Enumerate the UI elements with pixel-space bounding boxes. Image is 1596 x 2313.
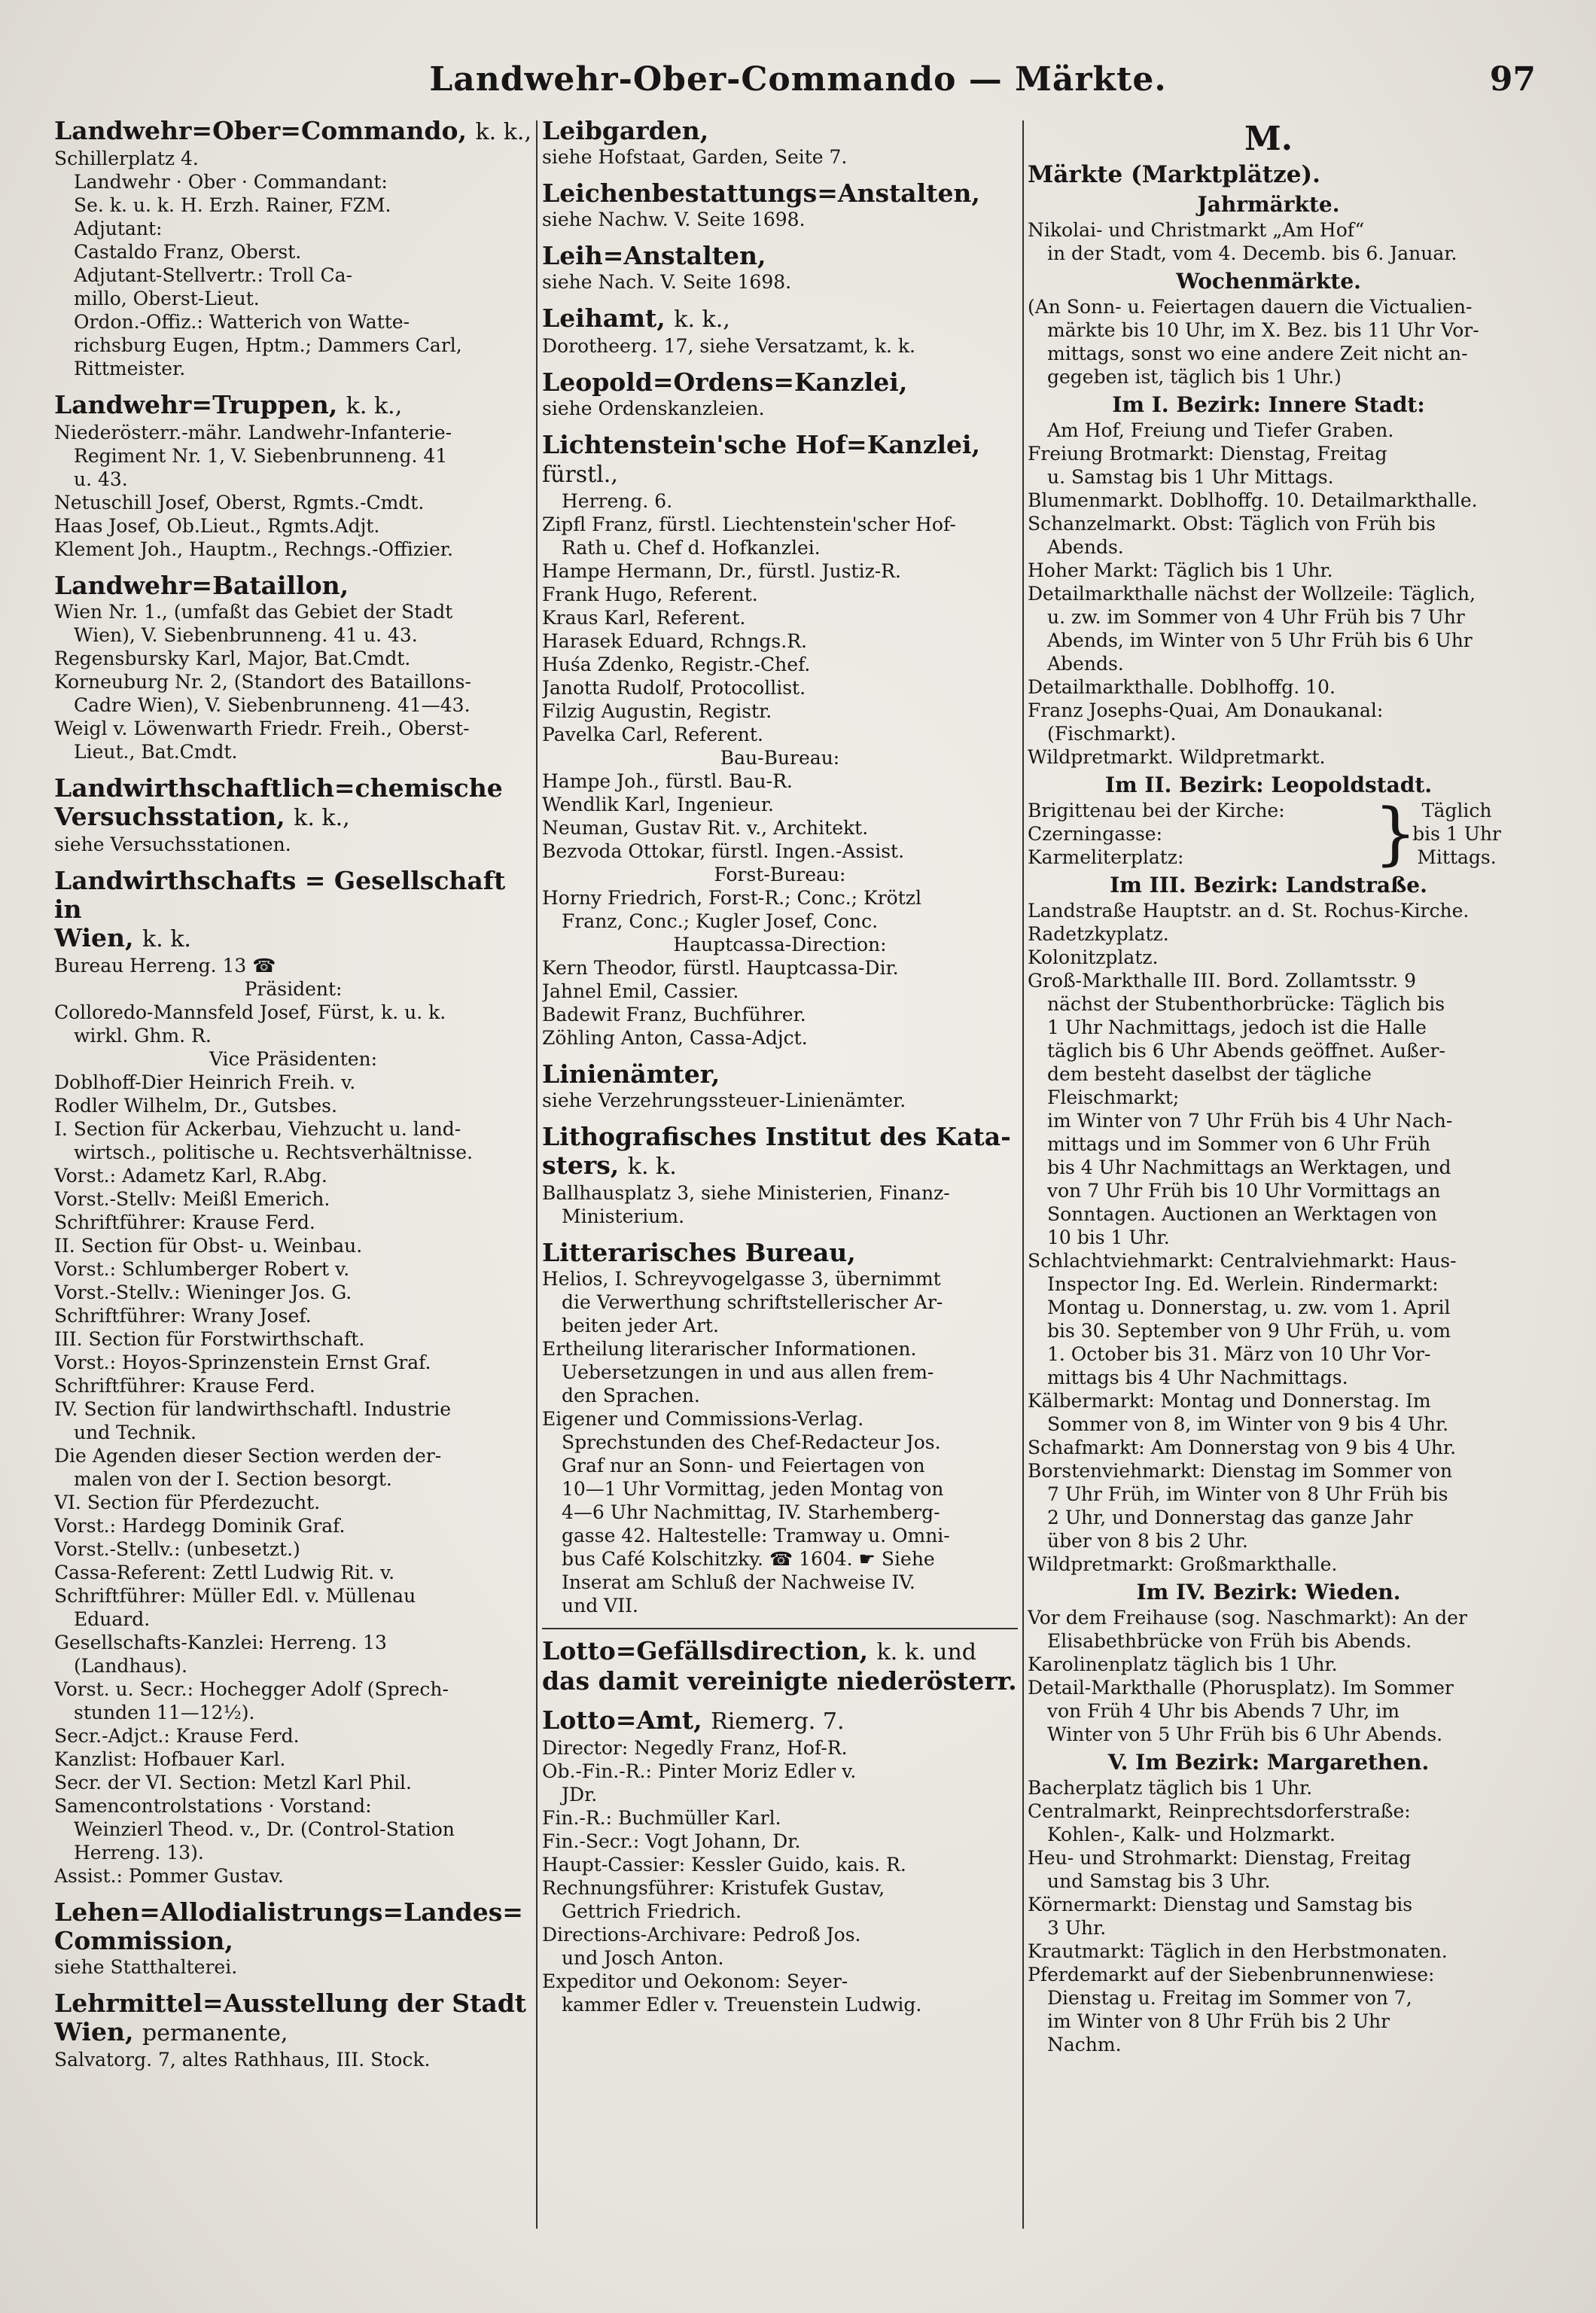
text-line: Schriftführer: Krause Ferd. [54,1211,315,1233]
text-line: Rechnungsführer: Kristufek Gustav, [542,1877,885,1899]
text-line: siehe Nachw. V. Seite 1698. [542,209,806,230]
text-line: Ministerium. [562,1205,685,1227]
text-line: Adjutant: [74,218,163,239]
entry-heading-cont: sters, k. k. [542,1150,677,1180]
entry-lines [54,421,532,561]
column-rule-1 [536,120,538,2229]
text-line: Weigl v. Löwenwarth Friedr. Freih., Oberst- [54,718,470,739]
text-line: Horny Friedrich, Forst-R.; Conc.; Krötzl [542,887,921,909]
text-line: Weinzierl Theod. v., Dr. (Control-Station [74,1818,455,1840]
entry-heading: Litterarisches Bureau, [542,1238,856,1267]
text-line: Secr. der VI. Section: Metzl Karl Phil. [54,1772,412,1793]
text-line: Regiment Nr. 1, V. Siebenbrunneng. 41 [74,445,448,467]
text-line: Elisabethbrücke von Früh bis Abends. [1047,1630,1412,1652]
entry-lichtenstein-hof-kanzlei [542,431,1018,1050]
text-line: Körnermarkt: Dienstag und Samstag bis [1028,1894,1413,1915]
bezirk-4-heading: Im IV. Bezirk: Wieden. [1136,1580,1401,1604]
entry-heading-cont: das damit vereinigte niederösterr. [542,1666,1017,1696]
text-line: 2 Uhr, und Donnerstag das ganze Jahr [1047,1507,1413,1528]
bezirk-2-heading: Im II. Bezirk: Leopoldstadt. [1104,773,1433,797]
text-line: Assist.: Pommer Gustav. [54,1865,284,1887]
text-line: Neuman, Gustav Rit. v., Architekt. [542,817,869,839]
text-line: beiten jeder Art. [562,1315,719,1336]
text-line: von 7 Uhr Früh bis 10 Uhr Vormittags an [1047,1180,1441,1202]
section-title: Märkte (Marktplätze). [1028,161,1320,188]
text-line: Rodler Wilhelm, Dr., Gutsbes. [54,1095,337,1117]
text-line: Franz Josephs-Quai, Am Donaukanal: [1028,699,1384,721]
entry-lotto-amt [542,1706,1018,2016]
jahrmaerkte-heading: Jahrmärkte. [1197,192,1340,217]
entry-lehen-commission [54,1898,532,1979]
text-line: II. Section für Obst- u. Weinbau. [54,1235,363,1257]
jahrmaerkte-lines [1028,218,1509,265]
entry-heading: Lehen=Allodialistrungs=Landes= [54,1897,523,1927]
text-line: Wildpretmarkt: Großmarkthalle. [1028,1553,1338,1575]
text-line: Se. k. u. k. H. Erzh. Rainer, FZM. [74,194,391,216]
text-line: Vorst.-Stellv.: (unbesetzt.) [54,1538,300,1560]
text-line: Abends, im Winter von 5 Uhr Früh bis 6 Uhr [1047,629,1473,651]
bezirk-5-lines [1028,1776,1509,2056]
text-line: Kohlen-, Kalk- und Holzmarkt. [1047,1824,1336,1845]
text-line: siehe Nach. V. Seite 1698. [542,271,792,293]
entry-landwirthschafts-gesellschaft [54,867,532,1888]
text-line: Fin.-Secr.: Vogt Johann, Dr. [542,1830,801,1852]
text-line: Bezvoda Ottokar, fürstl. Ingen.-Assist. [542,840,905,862]
entry-heading: Leibgarden, [542,117,709,145]
text-line: Director: Negedly Franz, Hof-R. [542,1737,848,1759]
text-line: bus Café Kolschitzky. ☎ 1604. ☛ Siehe [562,1548,935,1570]
entry-versuchsstation [54,774,532,856]
entry-lines [54,147,532,380]
page-header [45,60,1551,113]
entry-heading: Leihamt, k. k., [542,303,730,333]
text-line: bis 30. September von 9 Uhr Früh, u. vom [1047,1320,1451,1342]
text-line: von Früh 4 Uhr bis Abends 7 Uhr, im [1047,1700,1400,1722]
entry-heading: Landwirthschafts = Gesellschaft in [54,866,506,924]
text-line: Niederösterr.-mähr. Landwehr-Infanterie- [54,422,452,443]
text-line: siehe Hofstaat, Garden, Seite 7. [542,146,848,168]
text-line: Nikolai- und Christmarkt „Am Hof“ [1028,219,1365,241]
text-line: Badewit Franz, Buchführer. [542,1004,806,1025]
text-line: Doblhoff-Dier Heinrich Freih. v. [54,1071,356,1093]
bezirk-5-heading: V. Im Bezirk: Margarethen. [1107,1750,1430,1775]
text-line: dem besteht daselbst der tägliche Fleischmarkt; [1047,1063,1372,1108]
text-line: Wendlik Karl, Ingenieur. [542,794,774,815]
text-line: und Technik. [74,1422,196,1443]
text-line: Fin.-R.: Buchmüller Karl. [542,1807,781,1829]
text-line: Kanzlist: Hofbauer Karl. [54,1748,286,1770]
text-line: Kälbermarkt: Montag und Donnerstag. Im [1028,1390,1431,1412]
text-line: Herreng. 6. [562,490,673,512]
text-line: Dienstag u. Freitag im Sommer von 7, [1047,1987,1412,2009]
text-line: 4—6 Uhr Nachmittag, IV. Starhemberg- [562,1501,940,1523]
text-line: Hauptcassa-Direction: [673,934,887,955]
text-line: Rath u. Chef d. Hofkanzlei. [562,537,821,559]
text-line: siehe Versuchsstationen. [54,833,291,855]
text-line: Inspector Ing. Ed. Werlein. Rindermarkt: [1047,1273,1439,1295]
text-line: JDr. [562,1784,598,1806]
entry-lines [542,1089,1018,1112]
text-line: Ertheilung literarischer Informationen. [542,1338,917,1360]
entry-heading: Leih=Anstalten, [542,241,766,270]
text-line: gegeben ist, täglich bis 1 Uhr.) [1047,366,1342,388]
entry-landwehr-ober-commando [54,117,532,380]
text-line: Hampe Hermann, Dr., fürstl. Justiz-R. [542,560,901,582]
entry-lines [542,397,1018,420]
text-line: IV. Section für landwirthschaftl. Industrie [54,1398,451,1420]
text-line: Wien), V. Siebenbrunneng. 41 u. 43. [74,624,418,646]
text-line: siehe Verzehrungssteuer-Linienämter. [542,1089,906,1111]
entry-lines [54,2048,532,2071]
entry-leichenbestattung [542,179,1018,231]
text-line: 1. October bis 31. März von 10 Uhr Vor- [1047,1343,1431,1365]
text-line: nächst der Stubenthorbrücke: Täglich bis [1047,993,1445,1015]
entry-lotto-gefaellsdirection [542,1637,1018,1696]
text-line: Graf nur an Sonn- und Feiertagen von [562,1455,925,1476]
text-line: 7 Uhr Früh, im Winter von 8 Uhr Früh bis [1047,1483,1448,1505]
text-line: Inserat am Schluß der Nachweise IV. [562,1571,915,1593]
entry-lines [542,270,1018,294]
text-line: wirkl. Ghm. R. [74,1025,212,1047]
text-line: mittags bis 4 Uhr Nachmittags. [1047,1367,1348,1388]
text-line: Huśa Zdenko, Registr.-Chef. [542,654,811,675]
text-line: Krautmarkt: Täglich in den Herbstmonaten. [1028,1940,1448,1962]
text-line: u. Samstag bis 1 Uhr Mittags. [1047,466,1334,488]
text-line: Frank Hugo, Referent. [542,584,758,605]
text-line: märkte bis 10 Uhr, im X. Bez. bis 11 Uhr Vor- [1047,319,1479,341]
entry-heading: Landwehr=Bataillon, [54,571,349,600]
entry-heading: Lehrmittel=Ausstellung der Stadt [54,1988,527,2018]
text-line: Vorst.: Schlumberger Robert v. [54,1258,350,1280]
entry-leopold-ordens-kanzlei [542,368,1018,420]
text-line: Brigittenau bei der Kirche: [1028,800,1285,821]
text-line: Groß-Markthalle III. Bord. Zollamtsstr. 9 [1028,970,1417,992]
text-line: Vorst.-Stellv: Meißl Emerich. [54,1188,330,1210]
text-line: (Fischmarkt). [1047,723,1177,745]
bezirk-2-places [1028,799,1374,869]
text-line: Heu- und Strohmarkt: Dienstag, Freitag [1028,1847,1412,1869]
text-line: Haas Josef, Ob.Lieut., Rgmts.Adjt. [54,515,380,537]
entry-heading: Lotto=Amt, Riemerg. 7. [542,1705,845,1735]
text-line: Expeditor und Oekonom: Seyer- [542,1970,848,1992]
text-line: millo, Oberst-Lieut. [74,288,260,309]
text-line: Kraus Karl, Referent. [542,607,746,629]
text-line: Lieut., Bat.Cmdt. [74,741,238,763]
text-line: Vice Präsidenten: [209,1048,378,1070]
text-line: Czerningasse: [1028,823,1163,845]
entry-heading: Landwehr=Ober=Commando, k. k., [54,117,532,145]
text-line: Abends. [1047,536,1124,558]
text-line: Bureau Herreng. 13 ☎ [54,955,276,977]
text-line: Dorotheerg. 17, siehe Versatzamt, k. k. [542,335,915,357]
text-line: Detailmarkthalle. Doblhoffg. 10. [1028,676,1336,698]
text-line: Ordon.-Offiz.: Watterich von Watte- [74,311,410,333]
entry-heading: Lithografisches Institut des Kata- [542,1122,1011,1151]
text-line: Wien Nr. 1., (umfaßt das Gebiet der Stadt [54,601,453,623]
text-line: Sprechstunden des Chef-Redacteur Jos. [562,1431,941,1453]
column-1 [54,117,532,2225]
text-line: (An Sonn- u. Feiertagen dauern die Victualien- [1028,296,1473,318]
text-line: Karolinenplatz täglich bis 1 Uhr. [1028,1653,1338,1675]
text-line: wirtsch., politische u. Rechtsverhältnisse. [74,1141,473,1163]
text-line: Salvatorg. 7, altes Rathhaus, III. Stock. [54,2049,431,2071]
entry-heading: Landwirthschaftlich=chemische [54,773,503,803]
text-line: Kolonitzplatz. [1028,946,1159,968]
entry-heading: Landwehr=Truppen, k. k., [54,390,403,419]
text-line: Freiung Brotmarkt: Dienstag, Freitag [1028,443,1387,465]
column-3 [1028,117,1509,2225]
text-line: Janotta Rudolf, Protocollist. [542,677,806,699]
entry-lines [542,334,1018,358]
text-line: Sonntagen. Auctionen an Werktagen von [1047,1203,1437,1225]
running-title: Landwehr-Ober-Commando — Märkte. [429,60,1167,99]
text-line: stunden 11—12½). [74,1702,255,1723]
text-line: Blumenmarkt. Doblhoffg. 10. Detailmarkthalle. [1028,489,1478,511]
wochenmaerkte-lines [1028,295,1509,389]
text-line: Schanzelmarkt. Obst: Täglich von Früh bis [1028,513,1436,535]
wochenmaerkte-heading: Wochenmärkte. [1176,269,1361,294]
section-letter: M. [1244,120,1293,158]
text-line: Franz, Conc.; Kugler Josef, Conc. [562,910,879,932]
text-line: Karmeliterplatz: [1028,846,1184,868]
text-line: VI. Section für Pferdezucht. [54,1492,321,1513]
text-line: Filzig Augustin, Registr. [542,700,772,722]
text-line: Cassa-Referent: Zettl Ludwig Rit. v. [54,1562,395,1583]
text-line: siehe Statthalterei. [54,1956,238,1978]
text-line: den Sprachen. [562,1385,700,1406]
entry-heading-cont: Wien, permanente, [54,2017,288,2046]
text-line: und Samstag bis 3 Uhr. [1047,1870,1271,1892]
text-line: Colloredo-Mannsfeld Josef, Fürst, k. u. k. [54,1001,446,1023]
text-line: Schriftführer: Krause Ferd. [54,1375,315,1397]
text-line: Die Agenden dieser Section werden der- [54,1445,442,1467]
text-line: im Winter von 7 Uhr Früh bis 4 Uhr Nach- [1047,1110,1453,1132]
entry-litterarisches-bureau [542,1239,1018,1617]
text-line: Schriftführer: Wrany Josef. [54,1305,312,1327]
text-line: mittags und im Sommer von 6 Uhr Früh [1047,1133,1431,1155]
entry-heading-cont: Versuchsstation, k. k., [54,802,350,831]
text-line: kammer Edler v. Treuenstein Ludwig. [562,1994,922,2016]
text-line: Bacherplatz täglich bis 1 Uhr. [1028,1777,1313,1799]
text-line: Täglich [1421,800,1492,821]
bezirk-3-lines [1028,899,1509,1576]
text-line: Klement Joh., Hauptm., Rechngs.-Offizier. [54,538,453,560]
text-line: Cadre Wien), V. Siebenbrunneng. 41—43. [74,694,471,716]
text-line: gasse 42. Haltestelle: Tramway u. Omni- [562,1525,950,1547]
text-line: I. Section für Ackerbau, Viehzucht u. land- [54,1118,461,1140]
text-line: 10—1 Uhr Vormittag, jeden Montag von [562,1478,944,1500]
text-line: Nachm. [1047,2034,1122,2055]
brace-icon: } [1374,794,1418,873]
text-line: bis 1 Uhr [1412,823,1501,845]
text-line: Schlachtviehmarkt: Centralviehmarkt: Haus- [1028,1250,1457,1272]
entry-lehrmittel-ausstellung [54,1989,532,2071]
text-line: u. zw. im Sommer von 4 Uhr Früh bis 7 Uhr [1047,606,1465,628]
entry-lines [542,1267,1018,1617]
text-line: Zöhling Anton, Cassa-Adjct. [542,1027,808,1049]
text-line: bis 4 Uhr Nachmittags an Werktagen, und [1047,1156,1451,1178]
text-line: Netuschill Josef, Oberst, Rgmts.-Cmdt. [54,492,425,513]
text-line: Radetzkyplatz. [1028,923,1169,945]
bezirk-1-heading: Im I. Bezirk: Innere Stadt: [1112,392,1425,417]
entry-lithografisches-institut [542,1123,1018,1228]
entry-lines [54,833,532,856]
entry-heading: Linienämter, [542,1059,720,1089]
text-line: Vorst.: Hardegg Dominik Graf. [54,1515,346,1537]
text-line: Vorst.: Hoyos-Sprinzenstein Ernst Graf. [54,1352,431,1373]
entry-leibgarden [542,117,1018,169]
entry-lines [542,489,1018,1050]
text-line: richsburg Eugen, Hptm.; Dammers Carl, [74,334,462,356]
text-line: Castaldo Franz, Oberst. [74,241,302,263]
bezirk-1-lines [1028,419,1509,769]
text-line: Helios, I. Schreyvogelgasse 3, übernimmt [542,1268,941,1290]
text-line: (Landhaus). [74,1655,188,1677]
text-line: Harasek Eduard, Rchngs.R. [542,630,807,652]
text-line: Hampe Joh., fürstl. Bau-R. [542,770,793,792]
text-line: Adjutant-Stellvertr.: Troll Ca- [74,264,352,286]
text-line: und VII. [562,1595,638,1617]
text-line: 10 bis 1 Uhr. [1047,1227,1170,1248]
text-line: Wildpretmarkt. Wildpretmarkt. [1028,746,1326,768]
text-line: und Josch Anton. [562,1947,724,1969]
divider [542,1628,1018,1629]
text-line: Haupt-Cassier: Kessler Guido, kais. R. [542,1854,906,1876]
text-line: malen von der I. Section besorgt. [74,1468,392,1490]
entry-leih-anstalten [542,242,1018,294]
entry-heading-cont: Wien, k. k. [54,923,191,952]
entry-heading: Leichenbestattungs=Anstalten, [542,178,980,208]
entry-heading-cont: Commission, [54,1926,233,1955]
text-line: Pferdemarkt auf der Siebenbrunnenwiese: [1028,1964,1435,1985]
entry-lines [542,208,1018,231]
text-line: Jahnel Emil, Cassier. [542,980,739,1002]
text-line: Borstenviehmarkt: Dienstag im Sommer von [1028,1460,1453,1482]
text-line: Vorst. u. Secr.: Hochegger Adolf (Sprech- [54,1678,449,1700]
entry-landwehr-truppen [54,391,532,561]
text-line: Am Hof, Freiung und Tiefer Graben. [1047,419,1394,441]
text-line: Hoher Markt: Täglich bis 1 Uhr. [1028,559,1333,581]
text-line: Herreng. 13). [74,1842,204,1864]
text-line: Centralmarkt, Reinprechtsdorferstraße: [1028,1800,1411,1822]
text-line: die Verwerthung schriftstellerischer Ar- [562,1291,943,1313]
text-line: Vorst.-Stellv.: Wieninger Jos. G. [54,1281,352,1303]
text-line: Winter von 5 Uhr Früh bis 6 Uhr Abends. [1047,1723,1443,1745]
text-line: Forst-Bureau: [714,864,846,885]
text-line: III. Section für Forstwirthschaft. [54,1328,365,1350]
text-line: Ob.-Fin.-R.: Pinter Moriz Edler v. [542,1760,857,1782]
text-line: Landwehr · Ober · Commandant: [74,171,388,193]
text-line: täglich bis 6 Uhr Abends geöffnet. Außer- [1047,1040,1445,1062]
text-line: Eduard. [74,1608,151,1630]
bezirk-3-heading: Im III. Bezirk: Landstraße. [1110,873,1427,897]
text-line: Ballhausplatz 3, siehe Ministerien, Finanz- [542,1182,950,1204]
text-line: in der Stadt, vom 4. Decemb. bis 6. Januar. [1047,242,1457,264]
text-line: Rittmeister. [74,358,186,379]
text-line: siehe Ordenskanzleien. [542,398,765,419]
text-line: 3 Uhr. [1047,1917,1107,1939]
entry-landwehr-bataillon [54,571,532,763]
text-line: Korneuburg Nr. 2, (Standort des Bataillons- [54,671,471,693]
entry-heading: Lotto=Gefällsdirection, k. k. und [542,1636,976,1665]
text-line: Sommer von 8, im Winter von 9 bis 4 Uhr. [1047,1413,1449,1435]
entry-leihamt [542,304,1018,358]
entry-heading: Lichtenstein'sche Hof=Kanzlei, fürstl., [542,430,981,488]
entry-linienaemter [542,1060,1018,1112]
text-line: Directions-Archivare: Pedroß Jos. [542,1924,861,1946]
text-line: Präsident: [244,978,343,1000]
column-2 [542,117,1018,2225]
entry-lines [54,600,532,763]
text-line: Schillerplatz 4. [54,148,199,169]
text-line: Detail-Markthalle (Phorusplatz). Im Sommer [1028,1677,1454,1699]
text-line: Pavelka Carl, Referent. [542,724,763,745]
text-line: Mittags. [1417,846,1497,868]
entry-heading: Leopold=Ordens=Kanzlei, [542,367,908,397]
entry-lines [542,1181,1018,1228]
text-line: Schriftführer: Müller Edl. v. Müllenau [54,1585,416,1607]
text-line: Schafmarkt: Am Donnerstag von 9 bis 4 Uhr. [1028,1437,1457,1458]
entry-lines [54,954,532,1888]
text-line: Gesellschafts-Kanzlei: Herreng. 13 [54,1632,387,1653]
text-line: Secr.-Adjct.: Krause Ferd. [54,1725,300,1747]
text-line: Samencontrolstations · Vorstand: [54,1795,372,1817]
text-line: Eigener und Commissions-Verlag. [542,1408,864,1430]
entry-lines [542,145,1018,169]
text-line: Montag u. Donnerstag, u. zw. vom 1. April [1047,1297,1451,1318]
entry-lines [54,1955,532,1979]
text-line: Kern Theodor, fürstl. Hauptcassa-Dir. [542,957,899,979]
text-line: Bau-Bureau: [720,747,840,769]
text-line: Abends. [1047,653,1124,675]
bezirk-2-bracket [1028,794,1509,873]
bezirk-2-times [1404,799,1509,869]
column-rule-2 [1022,120,1024,2229]
text-line: Vorst.: Adametz Karl, R.Abg. [54,1165,327,1187]
text-line: Gettrich Friedrich. [562,1900,742,1922]
text-line: mittags, sonst wo eine andere Zeit nicht an- [1047,343,1468,364]
text-line: Landstraße Hauptstr. an d. St. Rochus-Kirche. [1028,900,1470,922]
text-line: Vor dem Freihause (sog. Naschmarkt): An der [1028,1607,1467,1629]
text-line: Zipfl Franz, fürstl. Liechtenstein'scher Hof- [542,513,956,535]
text-line: im Winter von 8 Uhr Früh bis 2 Uhr [1047,2010,1390,2032]
page-number: 97 [1489,60,1536,99]
text-line: Regensbursky Karl, Major, Bat.Cmdt. [54,648,411,669]
bezirk-4-lines [1028,1606,1509,1746]
entry-lines [542,1736,1018,2016]
text-line: über von 8 bis 2 Uhr. [1047,1530,1248,1552]
text-line: Uebersetzungen in und aus allen frem- [562,1361,934,1383]
text-line: Detailmarkthalle nächst der Wollzeile: Täglich, [1028,583,1476,605]
text-line: 1 Uhr Nachmittags, jedoch ist die Halle [1047,1016,1427,1038]
text-line: u. 43. [74,468,128,490]
